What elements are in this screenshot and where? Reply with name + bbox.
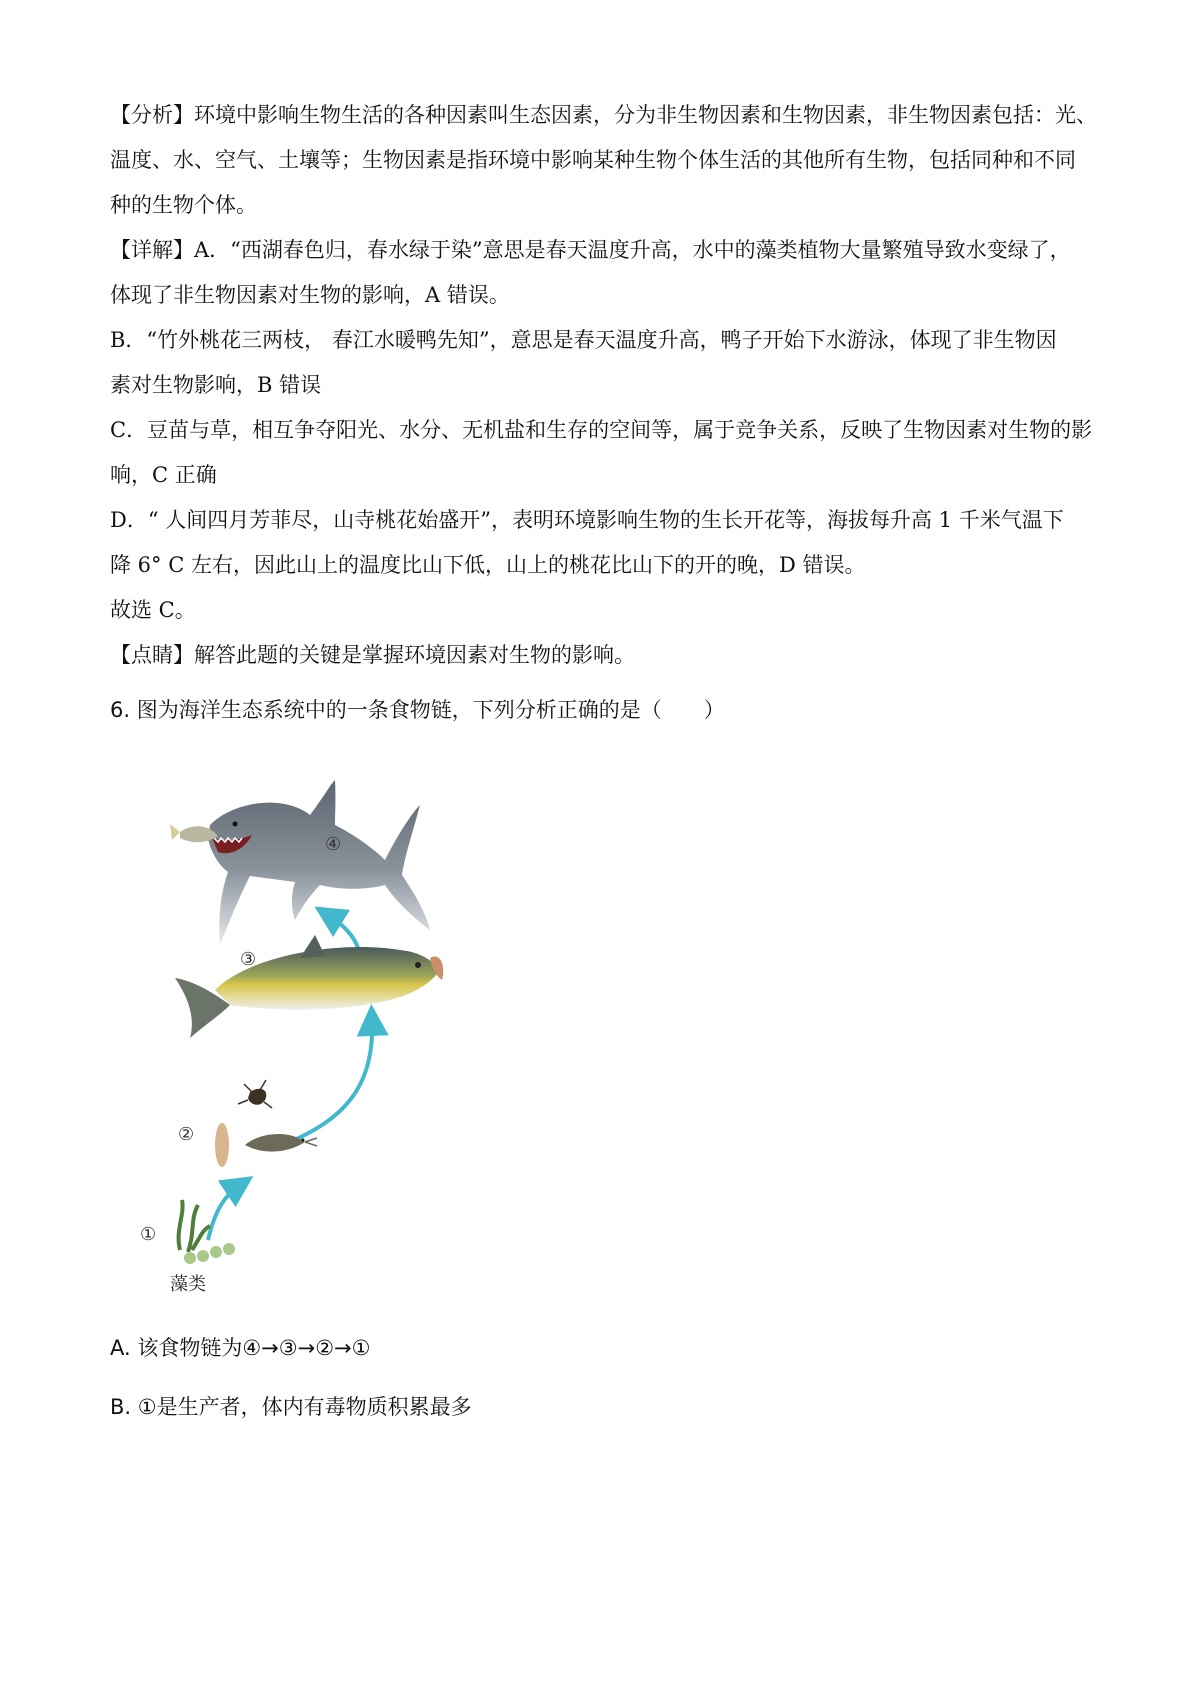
answer-line: 故选 C。	[110, 598, 196, 622]
arrow-2-to-3	[290, 1020, 372, 1142]
yellowtail-fish-illustration	[175, 935, 443, 1038]
arrow-1-to-2	[208, 1185, 240, 1240]
food-chain-figure	[140, 780, 500, 1395]
detail-b-line-1: B．“竹外桃花三两枝， 春江水暖鸭先知”，意思是春天温度升高，鸭子开始下水游泳，体现了非生物因	[110, 328, 1057, 352]
detail-c-line-2: 响，C 正确	[110, 463, 217, 487]
algae-illustration	[179, 1200, 235, 1264]
shark-illustration	[170, 780, 430, 945]
detail-d-line-1: D．“ 人间四月芳菲尽，山寺桃花始盛开”，表明环境影响生物的生长开花等，海拔每升高 1 千米气温下	[110, 508, 1064, 532]
label-4: ④	[325, 834, 342, 855]
analysis-line-1: 【分析】环境中影响生物生活的各种因素叫生态因素，分为非生物因素和生物因素，非生物因素包括：光、	[110, 103, 1097, 127]
analysis-line-2: 温度、水、空气、土壤等；生物因素是指环境中影响某种生物个体生活的其他所有生物，包括同种和不同	[110, 148, 1076, 172]
option-a[interactable]: A. 该食物链为④→③→②→①	[110, 1336, 371, 1360]
label-3: ③	[240, 949, 257, 970]
algae-caption: 藻类	[170, 1274, 206, 1295]
label-2: ②	[178, 1124, 195, 1145]
question-stem: 6. 图为海洋生态系统中的一条食物链，下列分析正确的是（ ）	[110, 698, 725, 722]
detail-c-line-1: C．豆苗与草，相互争夺阳光、水分、无机盐和生存的空间等，属于竞争关系，反映了生物因素对生物的影	[110, 418, 1093, 442]
shrimp-insect-illustration	[215, 1080, 317, 1167]
option-b[interactable]: B. ①是生产者，体内有毒物质积累最多	[110, 1395, 472, 1419]
detail-a-line-2: 体现了非生物因素对生物的影响，A 错误。	[110, 283, 510, 307]
analysis-line-3: 种的生物个体。	[110, 193, 257, 217]
label-1: ①	[140, 1224, 157, 1245]
detail-d-line-2: 降 6° C 左右，因此山上的温度比山下低，山上的桃花比山下的开的晚，D 错误。	[110, 553, 866, 577]
comment-line: 【点睛】解答此题的关键是掌握环境因素对生物的影响。	[110, 643, 635, 667]
detail-a-line-1: 【详解】A．“西湖春色归，春水绿于染”意思是春天温度升高，水中的藻类植物大量繁殖导致水变绿了，	[110, 238, 1071, 262]
detail-b-line-2: 素对生物影响，B 错误	[110, 373, 322, 397]
